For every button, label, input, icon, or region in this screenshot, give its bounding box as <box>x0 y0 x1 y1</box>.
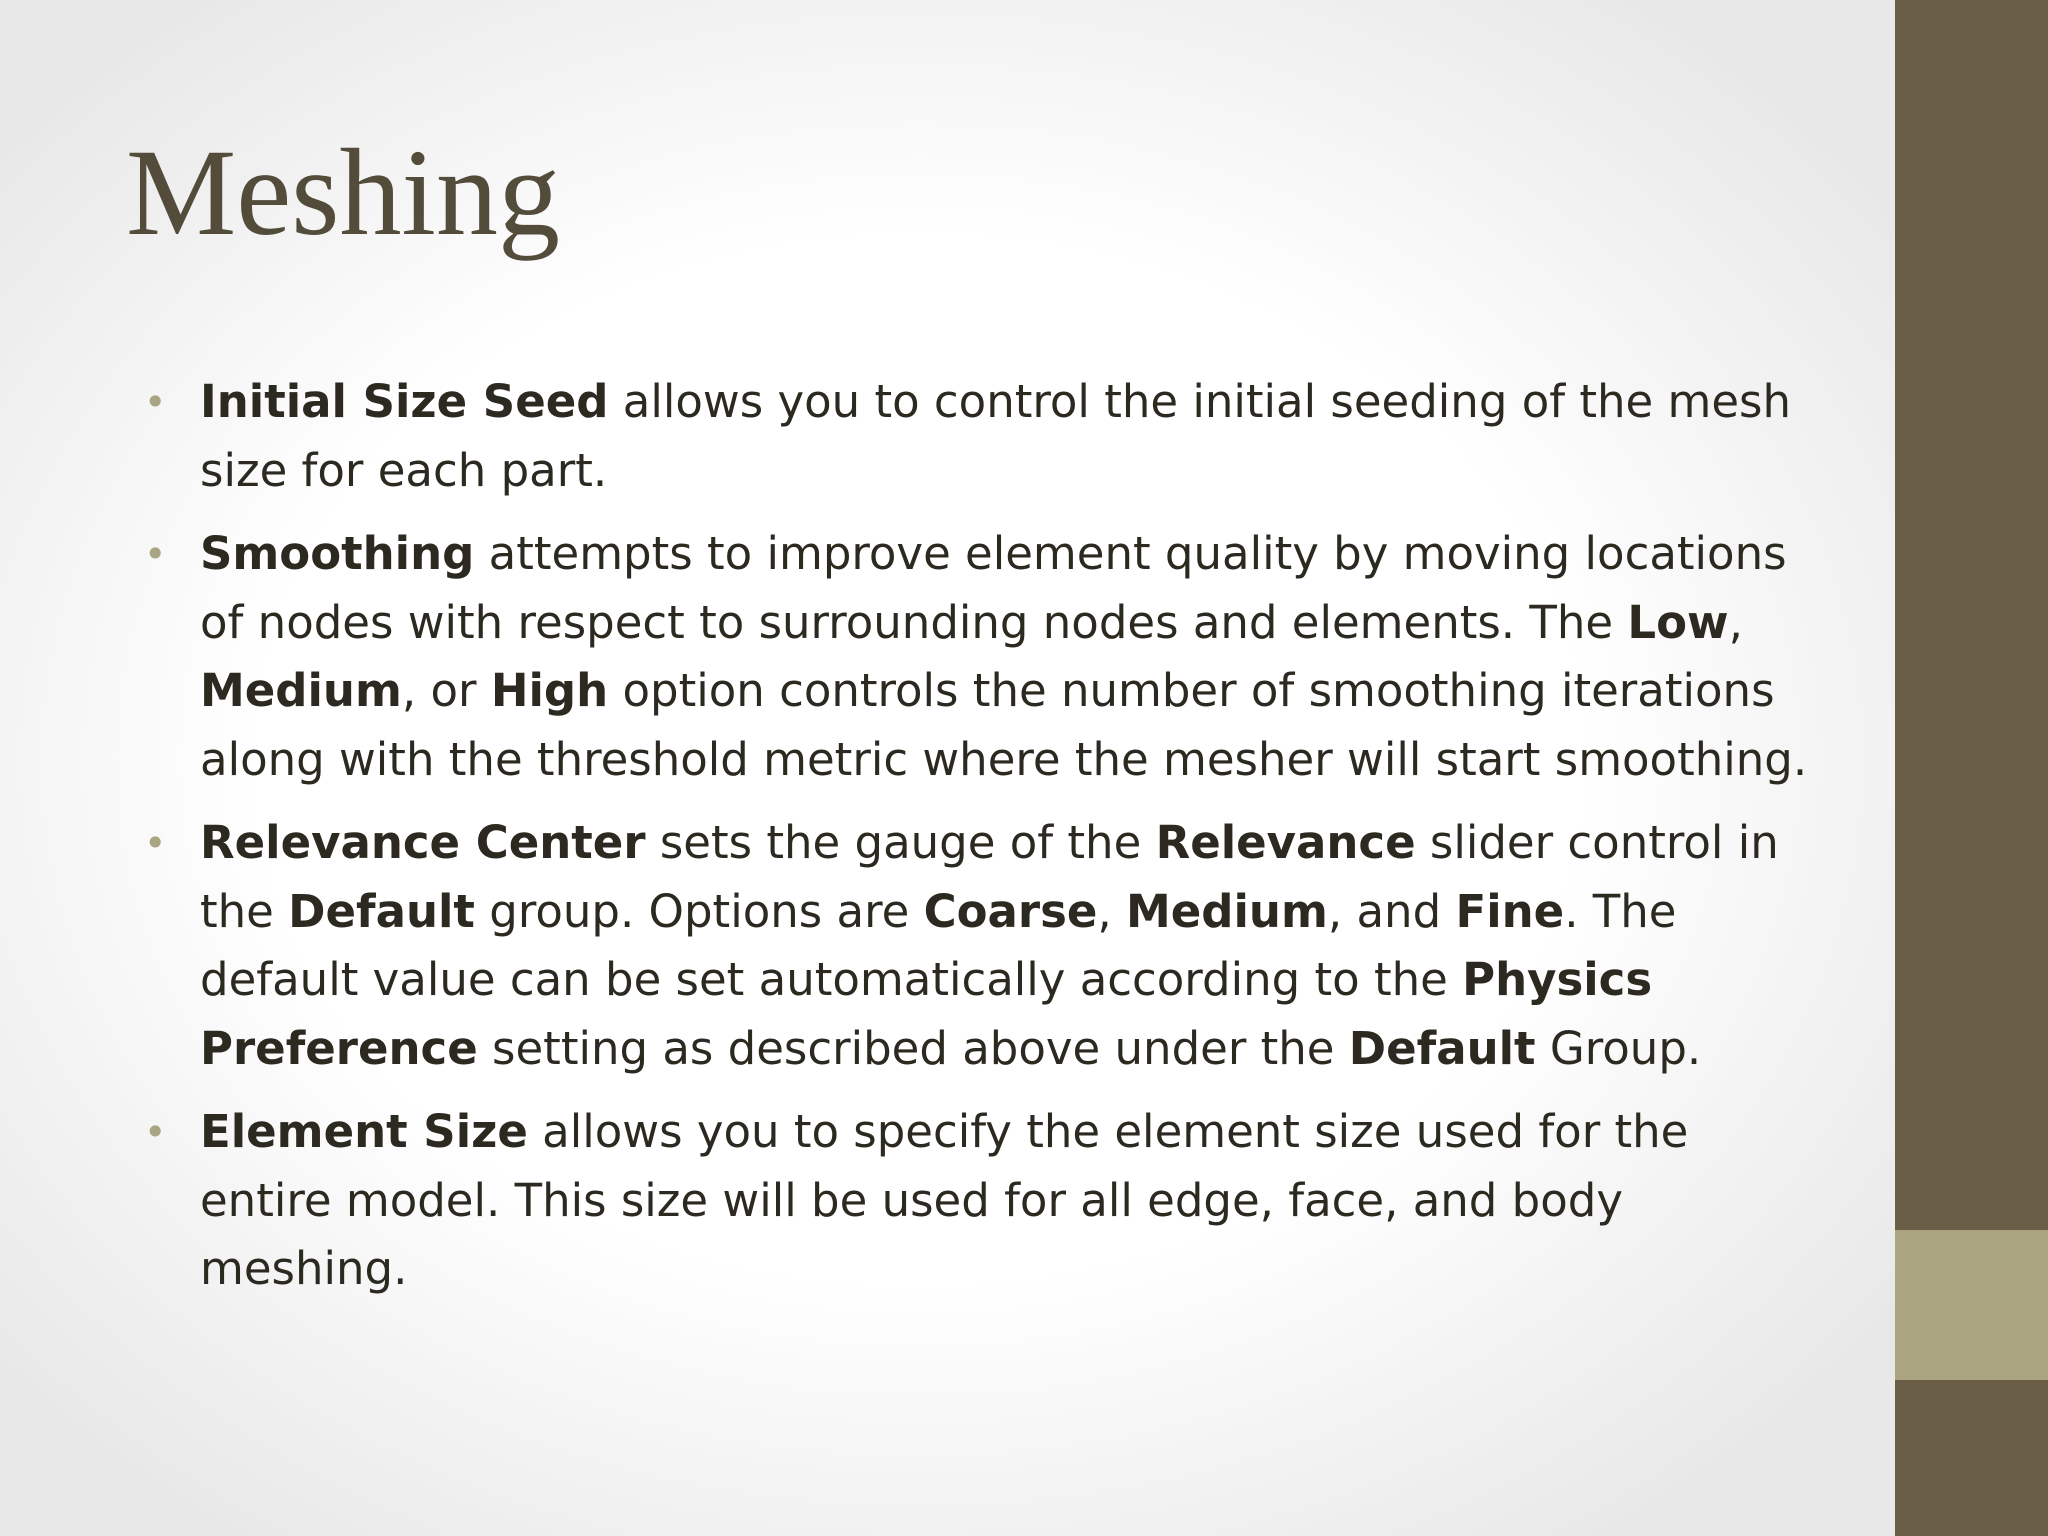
bullet-text: sets the gauge of the <box>645 816 1156 869</box>
bullet-term: Default <box>1348 1021 1536 1075</box>
bullet-text: group. Options are <box>474 884 924 938</box>
bullet-text: slider control in the <box>200 816 1779 938</box>
bullet-text: , <box>1728 595 1743 649</box>
bullet-text: Group. <box>1535 1021 1702 1075</box>
bullet-icon: • <box>144 821 167 865</box>
bullet-term: Relevance <box>1155 816 1416 869</box>
bullet-text: allows you to control the initial seeding of the mesh size for each part. <box>200 375 1792 497</box>
bullet-item <box>144 520 1810 794</box>
slide-title: Meshing <box>126 124 560 261</box>
bullet-text: setting as described above under the <box>477 1021 1349 1075</box>
bullet-text: . The default value can be set automatically according to the <box>200 884 1677 1006</box>
bullet-term: Medium <box>200 664 402 717</box>
bullet-icon: • <box>144 380 167 424</box>
bullet-icon: • <box>144 1110 167 1154</box>
bullet-term: Low <box>1627 595 1729 649</box>
bullet-term: Physics Preference <box>200 953 1653 1075</box>
bullet-text: allows you to specify the element size used for the entire model. This size will be used for all edge, face, and body meshing. <box>200 1105 1689 1295</box>
bullet-item <box>144 1098 1810 1304</box>
bullet-text: attempts to improve element quality by moving locations of nodes with respect to surrounding nodes and elements. The <box>200 527 1787 649</box>
bullet-item <box>144 809 1810 1083</box>
bullet-term: Fine <box>1455 884 1565 938</box>
bullet-text: option controls the number of smoothing iterations along with the threshold metric where the mesher will start smoothing. <box>200 664 1808 786</box>
bullet-text: , and <box>1327 884 1456 938</box>
bullet-term: Medium <box>1126 884 1328 938</box>
bullet-text: , <box>1097 884 1126 938</box>
bullet-term: Relevance Center <box>200 816 646 869</box>
bullet-term: Initial Size Seed <box>200 375 609 428</box>
bullet-term: High <box>490 664 609 717</box>
bullet-list <box>144 368 1810 1319</box>
bullet-item <box>144 368 1810 505</box>
bullet-term: Smoothing <box>200 527 475 580</box>
bullet-term: Default <box>288 884 475 938</box>
bullet-term: Coarse <box>923 884 1098 938</box>
bullet-term: Element Size <box>200 1105 528 1158</box>
bullet-text: , or <box>401 664 491 717</box>
bullet-icon: • <box>144 532 167 576</box>
sidebar-accent-decoration <box>1895 1230 2048 1380</box>
